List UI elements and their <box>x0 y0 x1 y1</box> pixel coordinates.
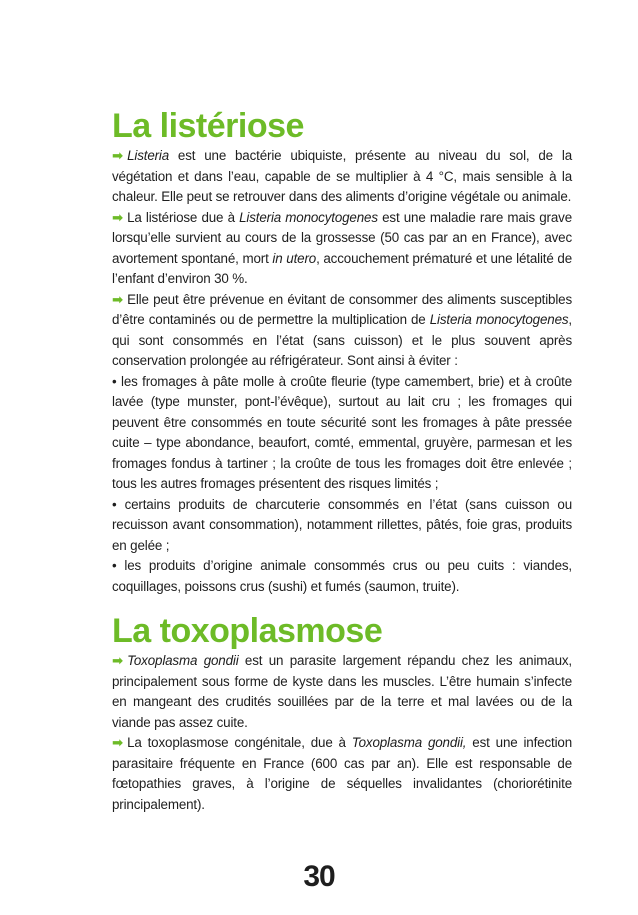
paragraph: ➡ La toxoplasmose congénitale, due à Toxoplasma gondii, est une infection parasitaire fréquente en France (600 cas par an). Elle est responsable de fœtopathies graves, à l’origine de séquelles invalidantes (choriorétinite principalement). <box>112 735 573 812</box>
bullet-item: • certains produits de charcuterie consommés en l’état (sans cuisson ou recuisson avant consommation), notamment rillettes, pâtés, foie gras, produits en gelée ; <box>112 496 572 553</box>
right-arrow-icon: ➡ <box>112 209 124 225</box>
right-arrow-icon: ➡ <box>112 148 124 163</box>
paragraph: ➡ Toxoplasma gondii est un parasite largement répandu chez les animaux, principalement sous forme de kyste dans les muscles. L’être humain s’infecte en mangeant des crudités souillées par de la terre et mal lavées ou de la viande pas assez cuite. <box>112 653 572 730</box>
right-arrow-icon: ➡ <box>112 735 124 750</box>
page-content <box>112 106 572 815</box>
bullet-item: • les produits d’origine animale consommés crus ou peu cuits : viandes, coquillages, poissons crus (sushi) et fumés (saumon, truite). <box>112 558 572 594</box>
paragraph: ➡ Listeria est une bactérie ubiquiste, présente au niveau du sol, de la végétation et dans l’eau, capable de se multiplier à 4 °C, mais sensible à la chaleur. Elle peut se retrouver dans des aliments d’origine végétale ou animale. <box>112 148 572 204</box>
paragraph: ➡ La listériose due à Listeria monocytogenes est une maladie rare mais grave lorsqu’elle survient au cours de la grossesse (50 cas par an en France), avec avortement spontané, mort in utero, accouchement prématuré et une létalité de l’enfant d’environ 30 %. <box>112 209 572 286</box>
paragraph: ➡ Elle peut être prévenue en évitant de consommer des aliments susceptibles d’être contaminés ou de permettre la multiplication de Listeria monocytogenes, qui sont consommés en l’état (sans cuisson) et le plus souvent après conservation prolongée au réfrigérateur. Sont ainsi à éviter : <box>112 291 572 368</box>
right-arrow-icon: ➡ <box>112 291 124 307</box>
page-number: 30 <box>303 860 335 893</box>
right-arrow-icon: ➡ <box>112 653 124 668</box>
bullet-item: • les fromages à pâte molle à croûte fleurie (type camembert, brie) et à croûte lavée (type munster, pont-l’évêque), surtout au lait cru ; les fromages qui peuvent être consommés en toute sécurité sont les fromages à pâte pressée cuite – type abondance, beaufort, comté, emmental, gruyère, parmesan et les fromages fondus à tartiner ; la croûte de tous les fromages doit être enlevée ; tous les autres fromages présentent des risques limités ; <box>112 373 572 491</box>
section-title-toxoplasmose: La toxoplasmose <box>112 612 383 650</box>
section-title-listeriose: La listériose <box>112 107 304 145</box>
